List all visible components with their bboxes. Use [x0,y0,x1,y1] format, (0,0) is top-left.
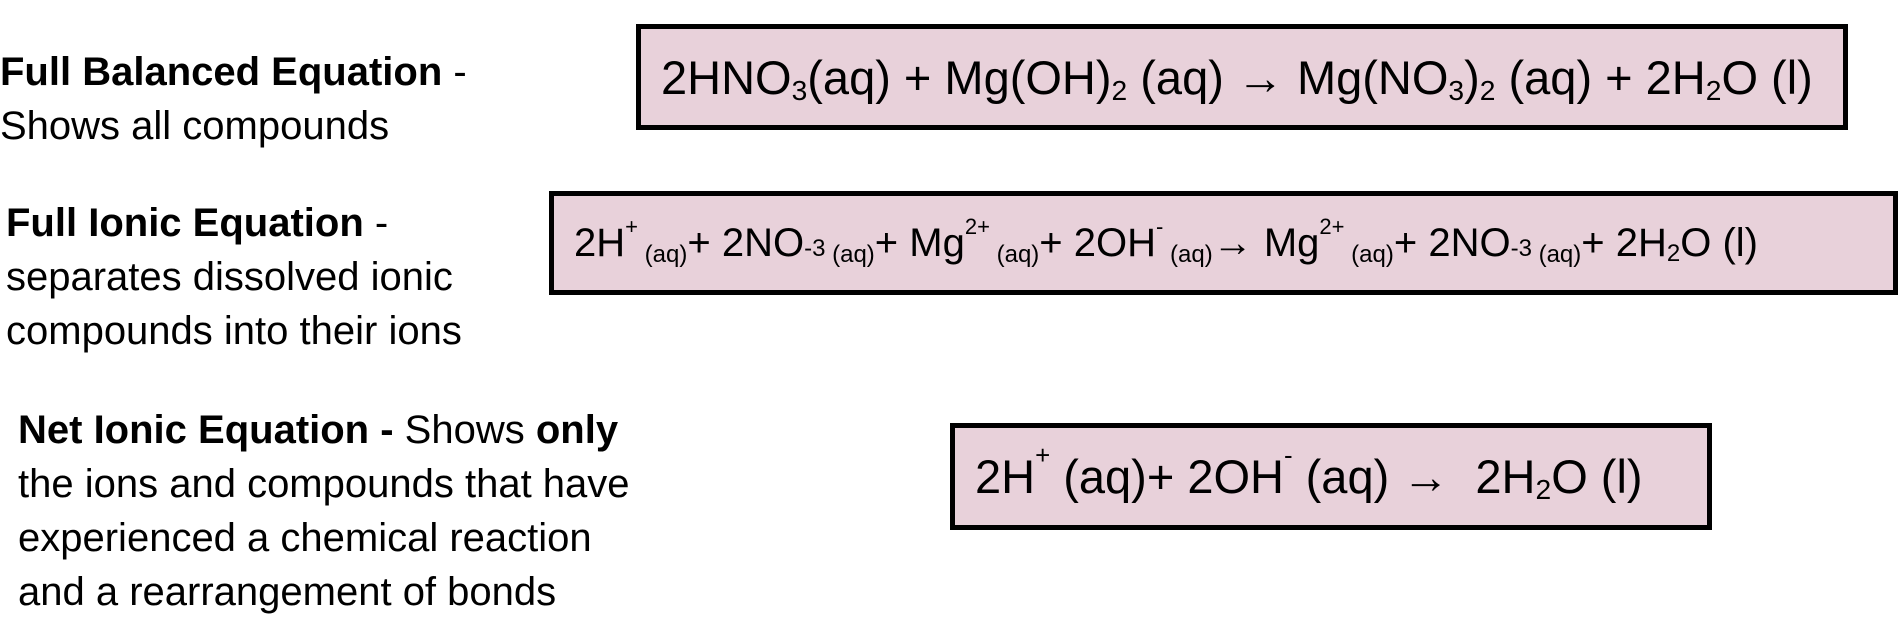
full-ionic-dash: - [363,201,389,245]
full-balanced-desc: Shows all compounds [0,104,390,148]
eq-part: + 2OH [1039,221,1157,265]
eq-subscript: 3 [812,235,826,262]
full-balanced-title: Full Balanced Equation [0,50,443,94]
eq-part: + 2H [1581,221,1667,265]
eq-part: → Mg [1212,221,1320,265]
eq-subscript: 2 [1666,239,1681,267]
eq-state: (aq) [638,241,688,268]
eq-state: (aq) [1344,241,1394,268]
full-ionic-title: Full Ionic Equation [6,201,364,245]
eq-part: O (l) [1551,450,1643,503]
full-ionic-equation-box [549,191,1898,295]
eq-state: (aq) [1163,241,1213,268]
eq-superscript: - [804,235,813,262]
net-ionic-label [18,403,630,619]
eq-part: O (l) [1721,50,1813,104]
eq-part: (aq) + 2H [1495,50,1706,104]
eq-part: 2HNO [661,50,792,104]
net-ionic-desc-line3: experienced a chemical reaction [18,516,592,560]
eq-subscript: 2 [1705,73,1722,106]
eq-subscript: 3 [1448,73,1465,106]
eq-superscript: + [625,213,638,239]
eq-subscript: 3 [1518,235,1532,262]
eq-part: (aq) → 2H [1292,450,1536,503]
eq-superscript: 2+ [964,213,990,239]
eq-subscript: 2 [1479,73,1496,106]
full-ionic-desc-line1: separates dissolved ionic [6,255,453,299]
eq-part: + 2NO [1393,221,1511,265]
eq-superscript: - [1156,213,1164,239]
eq-part: + Mg [874,221,965,265]
eq-superscript: 2+ [1319,213,1345,239]
eq-part: 2H [975,450,1036,503]
net-ionic-desc-line2: the ions and compounds that have [18,462,630,506]
eq-subscript: 2 [1535,473,1552,506]
full-balanced-label [0,45,467,153]
net-ionic-desc-bold: only [535,408,619,452]
full-ionic-label [6,196,462,358]
net-ionic-desc-pre: Shows [404,408,536,452]
eq-sub-sup-stack [1511,223,1532,263]
eq-subscript: 2 [1111,73,1128,106]
net-ionic-title: Net Ionic Equation - [18,408,405,452]
eq-subscript: 3 [791,73,808,106]
eq-part: (aq) → Mg(NO [1127,50,1449,104]
eq-part: (aq) + Mg(OH) [807,50,1112,104]
eq-superscript: - [1510,235,1519,262]
full-balanced-equation-box [636,24,1848,130]
eq-superscript: - [1283,442,1293,471]
eq-part: O (l) [1680,221,1759,265]
net-ionic-desc-line4: and a rearrangement of bonds [18,570,557,614]
eq-part: (aq)+ 2OH [1050,450,1284,503]
eq-sub-sup-stack [804,223,825,263]
eq-state: (aq) [1531,241,1582,268]
eq-state: (aq) [825,241,875,268]
eq-part: + 2NO [687,221,805,265]
net-ionic-equation-box [950,423,1712,530]
eq-superscript: + [1035,442,1051,471]
full-ionic-desc-line2: compounds into their ions [6,309,462,353]
eq-state: (aq) [989,241,1040,268]
eq-part: 2H [574,221,626,265]
full-balanced-dash: - [442,50,467,94]
eq-part: ) [1464,50,1480,104]
